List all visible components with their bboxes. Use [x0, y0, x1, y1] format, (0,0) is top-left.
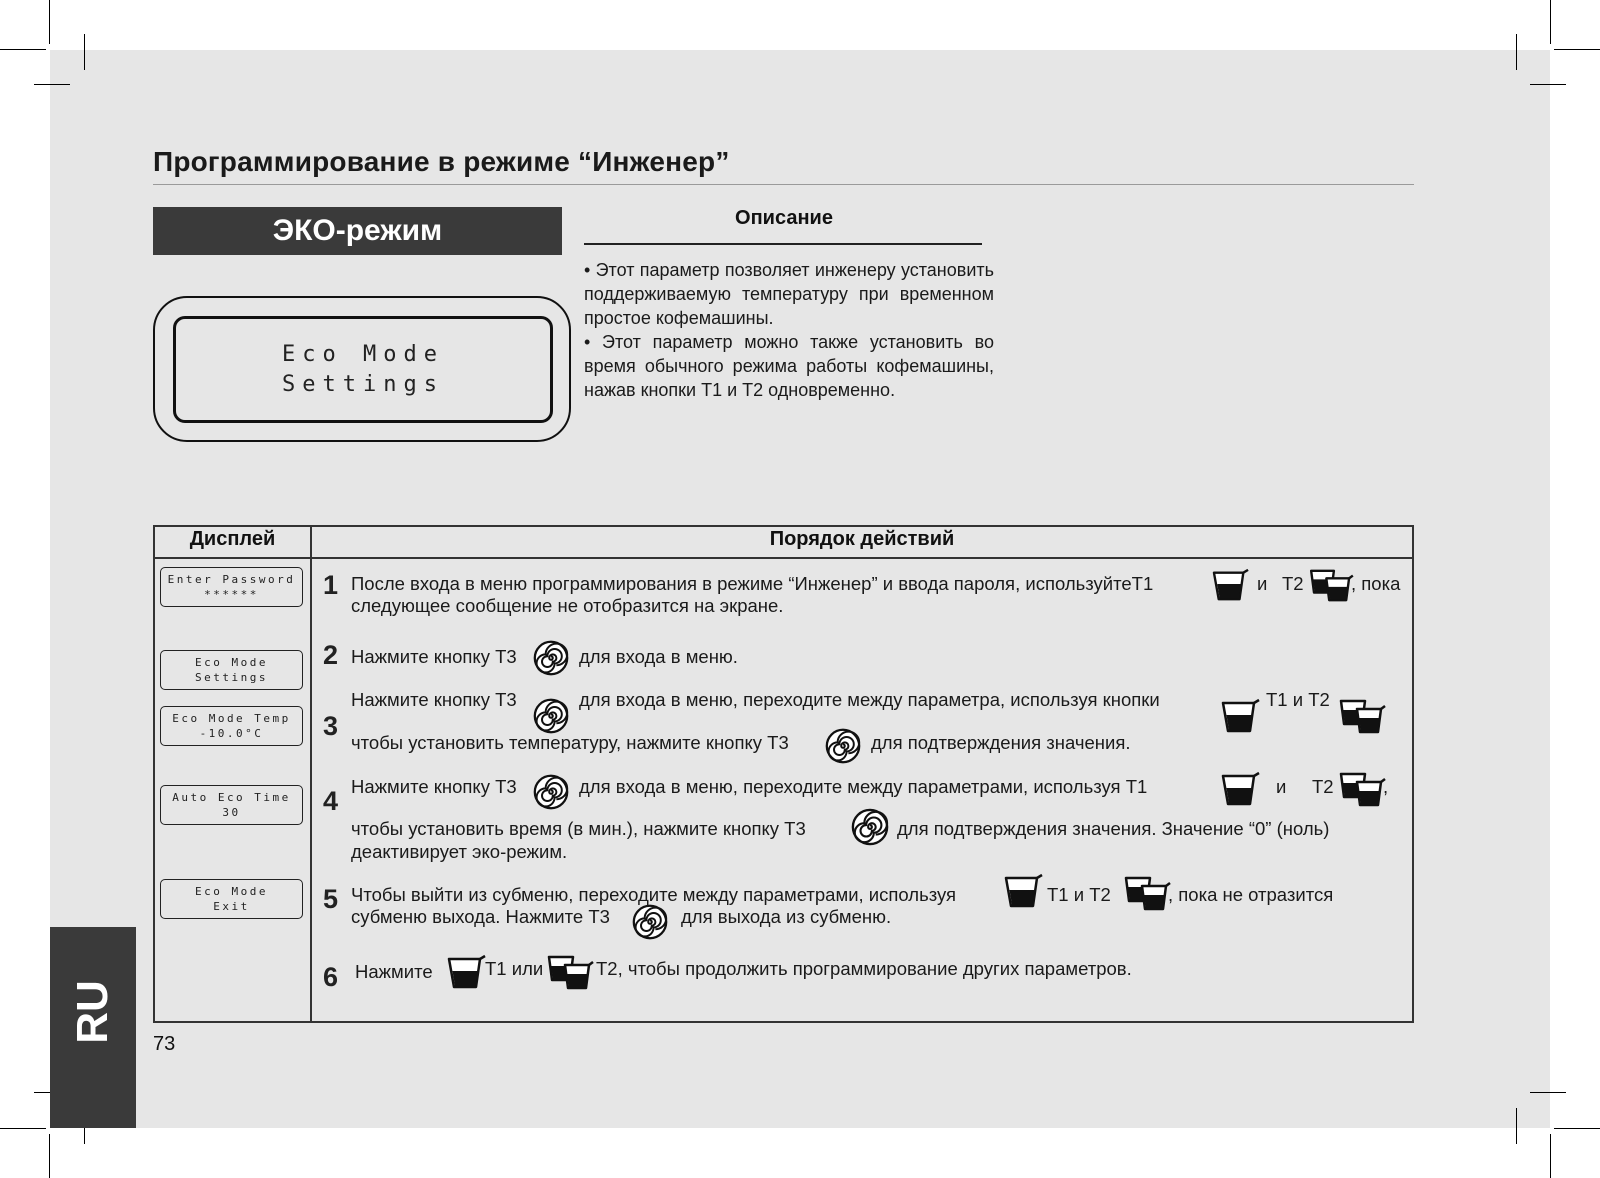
mini-display-line: Eco Mode — [195, 656, 268, 669]
crop-mark — [84, 34, 85, 70]
step-text: для подтверждения значения. — [871, 732, 1131, 753]
crop-mark — [1550, 0, 1551, 44]
crop-mark — [34, 84, 70, 85]
lcd-line: Eco Mode — [282, 341, 444, 367]
t3-spiral-icon — [533, 698, 569, 734]
description-heading: Описание — [735, 207, 833, 229]
mini-display-line: Enter Password — [167, 573, 296, 586]
step-number: 4 — [323, 786, 339, 816]
mini-display-line: Auto Eco Time — [172, 791, 291, 804]
t3-spiral-icon — [533, 774, 569, 810]
mini-display — [160, 879, 303, 919]
mini-display — [160, 650, 303, 690]
mini-display-line: -10.0°C — [199, 727, 264, 740]
page-title: Программирование в режиме “Инженер” — [153, 146, 730, 177]
page-number: 73 — [153, 1033, 176, 1055]
step-text: , пока — [1351, 573, 1401, 594]
step-text: деактивирует эко-режим. — [351, 841, 568, 862]
single-cup-icon — [1212, 567, 1250, 603]
step-text: для входа в меню, переходите между параметрами, используя T1 — [579, 776, 1148, 797]
step-text: чтобы установить температуру, нажмите кнопку T3 — [351, 732, 789, 753]
mini-display-line: Eco Mode Temp — [172, 712, 291, 725]
step-text: Нажмите кнопку T3 — [351, 646, 517, 667]
step-text: для подтверждения значения. Значение “0” (ноль) — [897, 818, 1330, 839]
double-cup-icon — [1339, 770, 1387, 808]
t3-spiral-icon — [533, 640, 569, 676]
crop-mark — [1530, 1092, 1566, 1093]
single-cup-icon — [1004, 872, 1044, 910]
step-text: T2, чтобы продолжить программирование других параметров. — [596, 958, 1132, 979]
t3-spiral-icon — [632, 904, 668, 940]
description-paragraph: • Этот параметр позволяет инженеру установить поддерживаемую температуру при временном простое кофемашины. — [584, 260, 994, 328]
crop-mark — [0, 1128, 46, 1129]
language-tab-label: RU — [68, 980, 117, 1044]
crop-mark — [1554, 49, 1600, 50]
step-text: и — [1276, 776, 1287, 797]
crop-mark — [1516, 1108, 1517, 1144]
step-text: для входа в меню, переходите между параметра, используя кнопки — [579, 689, 1160, 710]
double-cup-icon — [1309, 567, 1355, 603]
mini-display — [160, 706, 303, 746]
description-body — [584, 258, 994, 402]
column-header-display: Дисплей — [189, 528, 276, 550]
t3-spiral-icon — [825, 728, 861, 764]
single-cup-icon — [447, 953, 487, 991]
crop-mark — [49, 1134, 50, 1178]
mini-display — [160, 567, 303, 607]
step-number: 3 — [323, 711, 339, 741]
section-banner: ЭКО-режим — [153, 207, 562, 255]
step-text: , — [1383, 776, 1389, 797]
step-text: и — [1257, 573, 1268, 594]
crop-mark — [0, 49, 46, 50]
crop-mark — [1516, 34, 1517, 70]
step-text: T2 — [1282, 573, 1304, 594]
column-header-actions: Порядок действий — [769, 528, 955, 550]
title-divider — [153, 184, 1414, 185]
step-text: субменю выхода. Нажмите T3 — [351, 906, 610, 927]
step-text: T1 и T2 — [1047, 884, 1111, 905]
step-text: После входа в меню программирования в режиме “Инженер” и ввода пароля, используйтеT1 — [351, 573, 1154, 594]
step-number: 2 — [323, 640, 339, 670]
crop-mark — [1530, 84, 1566, 85]
double-cup-icon — [1124, 874, 1172, 912]
crop-mark — [49, 0, 50, 44]
single-cup-icon — [1221, 697, 1261, 735]
step-text: Нажмите — [355, 961, 433, 982]
description-divider — [584, 243, 982, 245]
single-cup-icon — [1221, 770, 1261, 808]
crop-mark — [1550, 1134, 1551, 1178]
step-text: Нажмите кнопку T3 — [351, 689, 517, 710]
step-text: T1 или — [485, 958, 544, 979]
mini-display-line: 30 — [222, 806, 241, 819]
lcd-display-screen — [173, 316, 553, 423]
step-text: следующее сообщение не отобразится на экране. — [351, 595, 784, 616]
double-cup-icon — [547, 953, 595, 991]
table-column-divider — [310, 525, 312, 1023]
step-text: чтобы установить время (в мин.), нажмите кнопку T3 — [351, 818, 806, 839]
step-text: для выхода из субменю. — [681, 906, 892, 927]
step-number: 6 — [323, 962, 339, 992]
mini-display-line: Settings — [195, 671, 268, 684]
double-cup-icon — [1339, 697, 1387, 735]
description-paragraph: • Этот параметр можно также установить во время обычного режима работы кофемашины, нажав кнопки T1 и T2 одновременно. — [584, 332, 994, 400]
crop-mark — [1554, 1128, 1600, 1129]
table-header-divider — [153, 557, 1414, 559]
step-text: T1 и T2 — [1266, 689, 1330, 710]
mini-display-line: Eco Mode — [195, 885, 268, 898]
mini-display-line: ****** — [204, 588, 259, 601]
step-text: для входа в меню. — [579, 646, 738, 667]
lcd-line: Settings — [282, 371, 444, 397]
step-text: Нажмите кнопку T3 — [351, 776, 517, 797]
step-number: 5 — [323, 884, 339, 914]
mini-display — [160, 785, 303, 825]
mini-display-line: Exit — [213, 900, 250, 913]
step-text: , пока не отразится — [1168, 884, 1334, 905]
step-text: Чтобы выйти из субменю, переходите между параметрами, используя — [351, 884, 957, 905]
step-text: T2 — [1312, 776, 1334, 797]
step-number: 1 — [323, 570, 339, 600]
t3-spiral-icon — [851, 808, 889, 846]
